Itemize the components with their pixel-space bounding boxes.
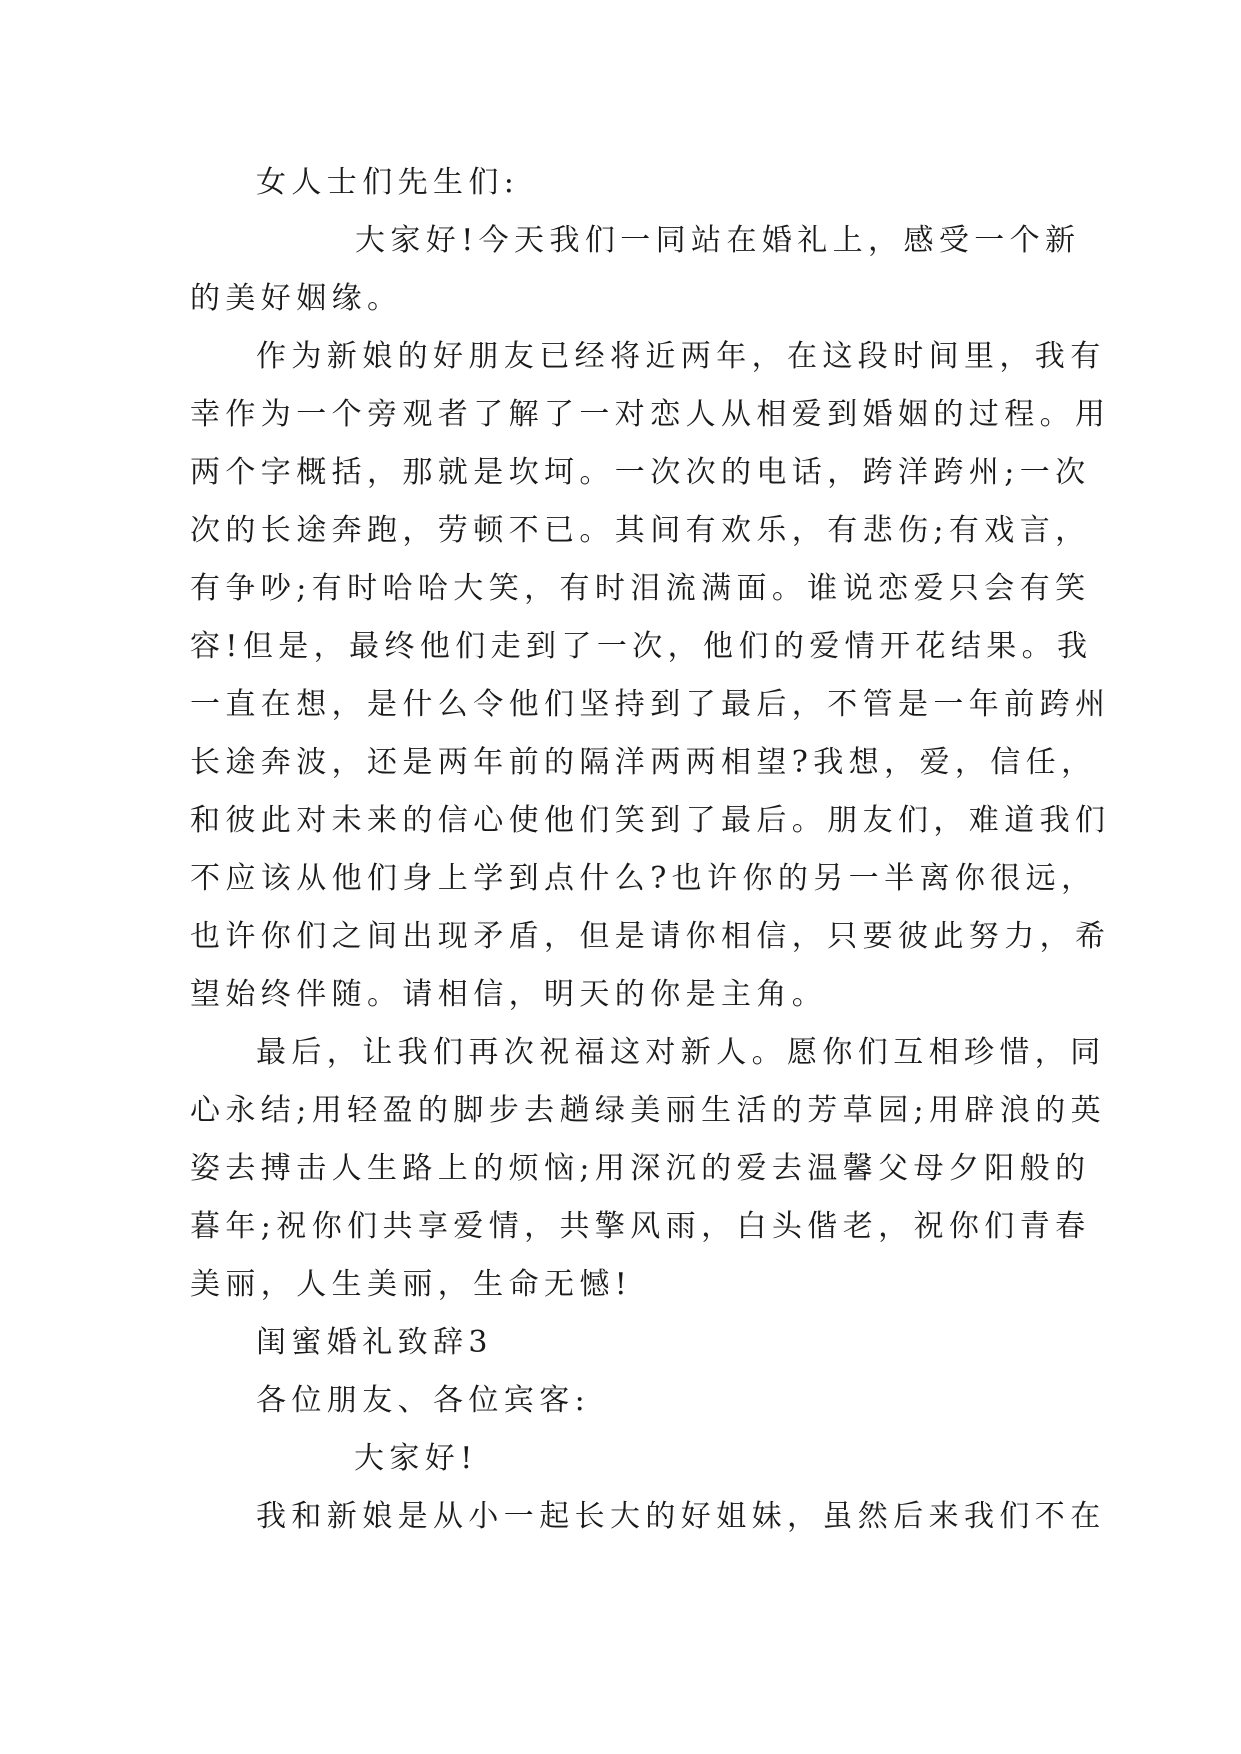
text-line: 望始终伴随。请相信，明天的你是主角。 — [190, 977, 828, 1012]
text-line: 姿去搏击人生路上的烦恼;用深沉的爱去温馨父母夕阳般的 — [190, 1151, 1091, 1186]
text-line: 两个字概括，那就是坎坷。一次次的电话，跨洋跨州;一次 — [190, 455, 1091, 490]
salutation-line: 女人士们先生们: — [256, 165, 520, 200]
text-line: 有争吵;有时哈哈大笑，有时泪流满面。谁说恋爱只会有笑 — [190, 571, 1091, 606]
greeting-line: 大家好! — [354, 1441, 478, 1476]
text-line: 的美好姻缘。 — [190, 281, 403, 316]
text-line: 和彼此对未来的信心使他们笑到了最后。朋友们，难道我们 — [190, 803, 1111, 838]
text-line: 一直在想，是什么令他们坚持到了最后，不管是一年前跨州 — [190, 687, 1111, 722]
text-line: 美丽，人生美丽，生命无憾! — [190, 1267, 633, 1302]
paragraph-start-line: 我和新娘是从小一起长大的好姐妹，虽然后来我们不在 — [256, 1499, 1106, 1534]
text-line: 不应该从他们身上学到点什么?也许你的另一半离你很远， — [190, 861, 1097, 896]
text-line: 暮年;祝你们共享爱情，共擎风雨，白头偕老，祝你们青春 — [190, 1209, 1091, 1244]
text-line: 也许你们之间出现矛盾，但是请你相信，只要彼此努力，希 — [190, 919, 1111, 954]
section-heading: 闺蜜婚礼致辞3 — [256, 1325, 493, 1360]
salutation-line: 各位朋友、各位宾客: — [256, 1383, 591, 1418]
text-line: 容!但是，最终他们走到了一次，他们的爱情开花结果。我 — [190, 629, 1093, 664]
text-line: 心永结;用轻盈的脚步去趟绿美丽生活的芳草园;用辟浪的英 — [190, 1093, 1107, 1128]
speech-text — [190, 154, 1111, 1546]
paragraph-start-line: 作为新娘的好朋友已经将近两年，在这段时间里，我有 — [256, 339, 1106, 374]
paragraph-start-line: 最后，让我们再次祝福这对新人。愿你们互相珍惜，同 — [256, 1035, 1106, 1070]
text-line: 长途奔波，还是两年前的隔洋两两相望?我想，爱，信任， — [190, 745, 1097, 780]
greeting-line: 大家好!今天我们一同站在婚礼上，感受一个新 — [355, 223, 1081, 258]
text-line: 幸作为一个旁观者了解了一对恋人从相爱到婚姻的过程。用 — [190, 397, 1111, 432]
text-line: 次的长途奔跑，劳顿不已。其间有欢乐，有悲伤;有戏言， — [190, 513, 1091, 548]
